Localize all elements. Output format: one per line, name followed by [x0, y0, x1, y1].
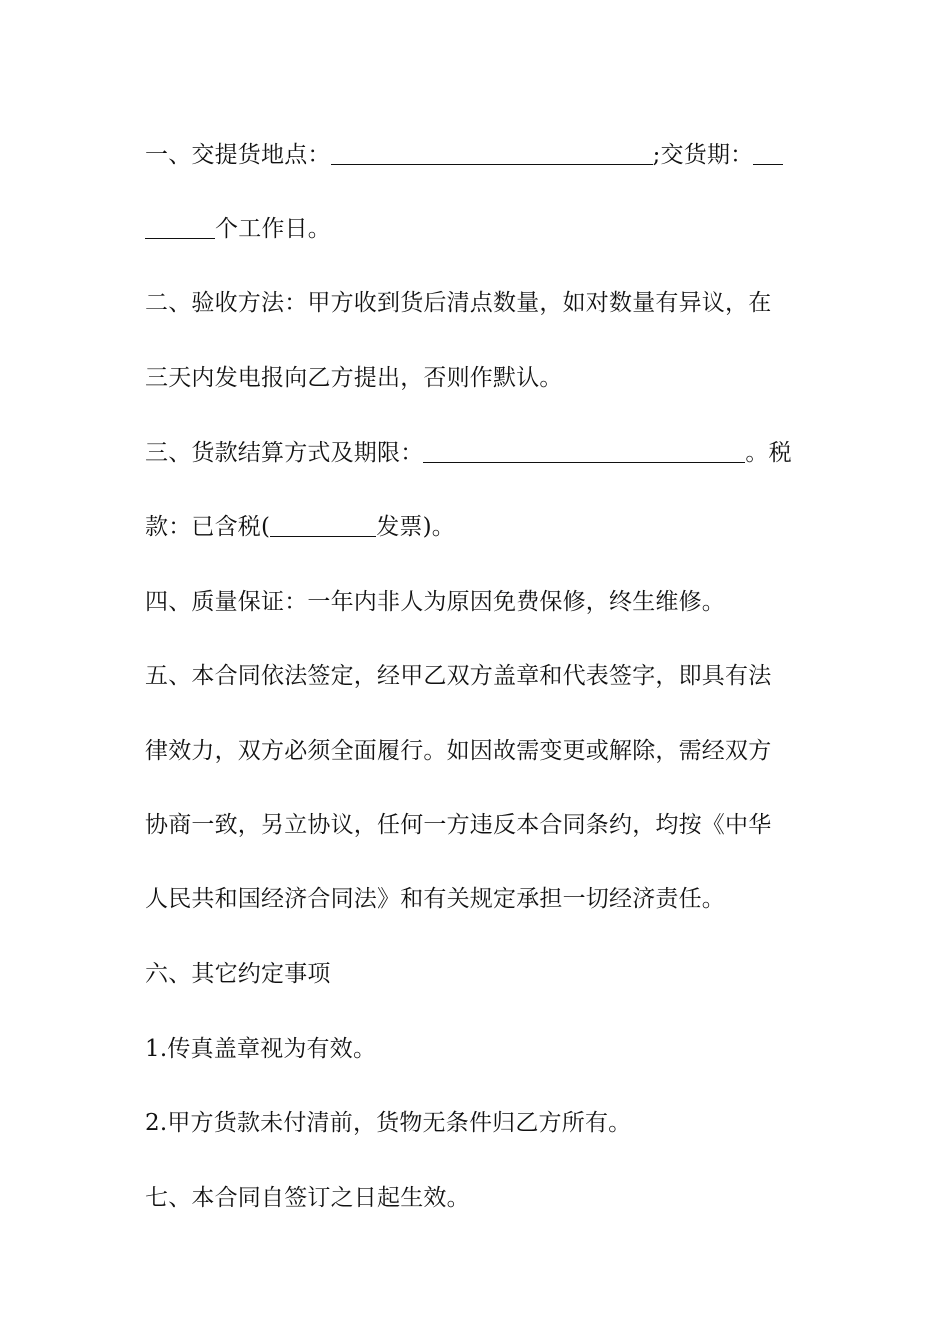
clause-3-after: 。税: [745, 440, 792, 466]
clause-3-tax-prefix: 款：已含税(: [145, 514, 271, 540]
clause-5-line-3: 协商一致，另立协议，任何一方违反本合同条约，均按《中华: [145, 812, 772, 838]
clause-3-tax-suffix: 发票)。: [376, 514, 455, 540]
clause-3-line-2: [145, 512, 805, 542]
clause-6-item-2: 2.甲方货款未付清前，货物无条件归乙方所有。: [145, 1110, 632, 1136]
clause-1-continuation: 个工作日。: [215, 216, 331, 242]
clause-6-item-1: 1.传真盖章视为有效。: [145, 1036, 377, 1062]
payment-terms-blank: [423, 440, 745, 463]
clause-1-line-1: [145, 140, 805, 170]
clause-1-line-2: [145, 214, 805, 244]
delivery-period-blank-end: [145, 216, 215, 239]
clause-2-line-2: 三天内发电报向乙方提出，否则作默认。: [145, 365, 563, 391]
clause-7: 七、本合同自签订之日起生效。: [145, 1185, 470, 1211]
clause-1-separator: ;交货期：: [652, 142, 754, 168]
clause-5-line-2: 律效力，双方必须全面履行。如因故需变更或解除，需经双方: [145, 738, 772, 764]
clause-5-line-1: 五、本合同依法签定，经甲乙双方盖章和代表签字，即具有法: [145, 663, 772, 689]
clause-1-label: 一、交提货地点：: [145, 142, 331, 168]
invoice-type-blank: [270, 514, 376, 537]
clause-3-line-1: [145, 438, 805, 468]
clause-3-label: 三、货款结算方式及期限：: [145, 440, 424, 466]
clause-6-title: 六、其它约定事项: [145, 961, 331, 987]
clause-4: 四、质量保证：一年内非人为原因免费保修，终生维修。: [145, 589, 725, 615]
clause-5-line-4: 人民共和国经济合同法》和有关规定承担一切经济责任。: [145, 886, 725, 912]
delivery-location-blank: [331, 142, 653, 165]
delivery-period-blank-start: [753, 142, 783, 165]
clause-2-line-1: 二、验收方法：甲方收到货后清点数量，如对数量有异议，在: [145, 290, 772, 316]
